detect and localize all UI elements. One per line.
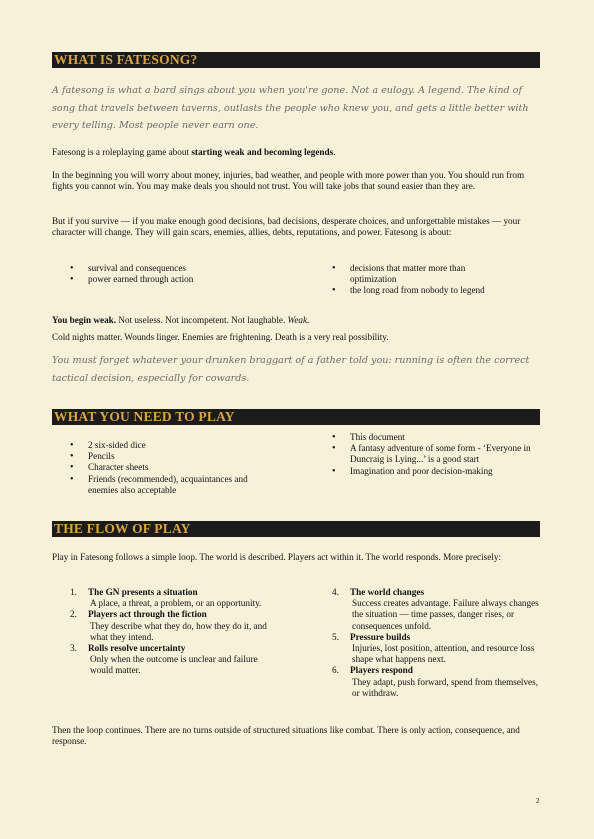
begin-weak-mid: Not useless. Not incompetent. Not laughable. — [116, 315, 288, 325]
step-title: The world changes — [350, 587, 425, 597]
step-number: 2. — [70, 609, 77, 620]
paragraph-summary — [52, 147, 542, 158]
flow-step — [70, 643, 275, 677]
bullet-item: • decisions that matter more than optimization — [332, 263, 512, 285]
flow-step — [332, 632, 542, 666]
bullet-item: • survival and consequences — [70, 263, 310, 274]
step-description: They describe what they do, how they do it, and what they intend. — [90, 620, 267, 642]
paragraph-flow-outro: Then the loop continues. There are no turns outside of structured situations like combat. There is only action, consequence, and response. — [52, 725, 520, 747]
bullet-list-right — [332, 263, 512, 297]
paragraph-beginning: In the beginning you will worry about money, injuries, bad weather, and people with more power than you. You should run from fights you cannot win. You may make deals you should not trust. You will take jobs that sound easier than they are. — [52, 170, 525, 192]
bullet-list-left — [70, 263, 310, 285]
step-description: Success creates advantage. Failure always changes the situation — time passes, danger rises, or consequences unfold. — [352, 598, 539, 631]
step-description: Only when the outcome is unclear and failure would matter. — [90, 654, 258, 676]
bullet-item: • the long road from nobody to legend — [332, 285, 512, 296]
bullet-item: • This document — [332, 432, 542, 443]
paragraph-begin-weak — [52, 315, 542, 326]
flow-step — [70, 587, 275, 609]
section-heading-flow: THE FLOW OF PLAY — [52, 521, 540, 537]
bullet-item: • Pencils — [70, 451, 280, 462]
flow-steps-left — [70, 587, 275, 677]
bullet-item: • 2 six-sided dice — [70, 440, 280, 451]
step-description: They adapt, push forward, spend from themselves, or withdraw. — [352, 676, 538, 698]
step-title: Pressure builds — [350, 631, 411, 642]
paragraph-survive: But if you survive — if you make enough good decisions, bad decisions, desperate choices, and unforgettable mistakes — your character will change. They will gain scars, enemies, allies, debts, reputations, and power. Fatesong is about: — [52, 216, 521, 238]
step-description: Injuries, lost position, attention, and resource loss shape what happens next. — [352, 643, 535, 665]
step-title: Rolls resolve uncertainty — [88, 643, 186, 654]
intro-quote: A fatesong is what a bard sings about you when you're gone. Not a eulogy. A legend. The kind of song that travels between taverns, outlasts the people who knew you, and gets a little better with every telling. Most people never earn one. — [52, 85, 529, 131]
paragraph-cold-nights: Cold nights matter. Wounds linger. Enemies are frightening. Death is a very real possibility. — [52, 332, 389, 342]
step-number: 1. — [70, 587, 77, 597]
flow-step — [332, 587, 542, 632]
step-number: 6. — [332, 665, 339, 676]
need-list-right — [332, 432, 542, 477]
flow-steps-right — [332, 587, 542, 699]
summary-pre: Fatesong is a roleplaying game about — [52, 147, 192, 157]
flow-step — [70, 609, 275, 643]
need-list-left — [70, 440, 280, 496]
bullet-item: • Friends (recommended), acquaintances and enemies also acceptable — [70, 474, 280, 496]
summary-post: . — [333, 147, 336, 157]
begin-weak-bold: You begin weak. — [52, 315, 117, 325]
begin-weak-italic: Weak. — [287, 315, 310, 325]
section-heading-what-is: WHAT IS FATESONG? — [52, 52, 540, 68]
step-description: A place, a threat, a problem, or an opportunity. — [90, 598, 262, 609]
step-title: The GN presents a situation — [88, 587, 198, 597]
step-number: 4. — [332, 587, 339, 597]
step-title: Players act through the fiction — [88, 609, 207, 620]
bullet-item: • power earned through action — [70, 274, 310, 285]
section-heading-need: WHAT YOU NEED TO PLAY — [52, 409, 540, 425]
step-title: Players respond — [350, 665, 413, 676]
page-number: 2 — [536, 797, 540, 805]
bullet-item: • Imagination and poor decision-making — [332, 466, 542, 477]
bullet-item: • A fantasy adventure of some form - ‘Everyone in Duncraig is Lying...’ is a good start — [332, 443, 542, 465]
bullet-item: • Character sheets — [70, 462, 280, 473]
advice-quote: You must forget whatever your drunken braggart of a father told you: running is often the correct tactical decision, especially for cowards. — [52, 355, 530, 384]
summary-bold: starting weak and becoming legends — [191, 147, 334, 157]
step-number: 5. — [332, 631, 339, 642]
paragraph-flow-intro: Play in Fatesong follows a simple loop. The world is described. Players act within it. The world responds. More precisely: — [52, 552, 502, 562]
step-number: 3. — [70, 643, 77, 654]
flow-step — [332, 665, 542, 699]
